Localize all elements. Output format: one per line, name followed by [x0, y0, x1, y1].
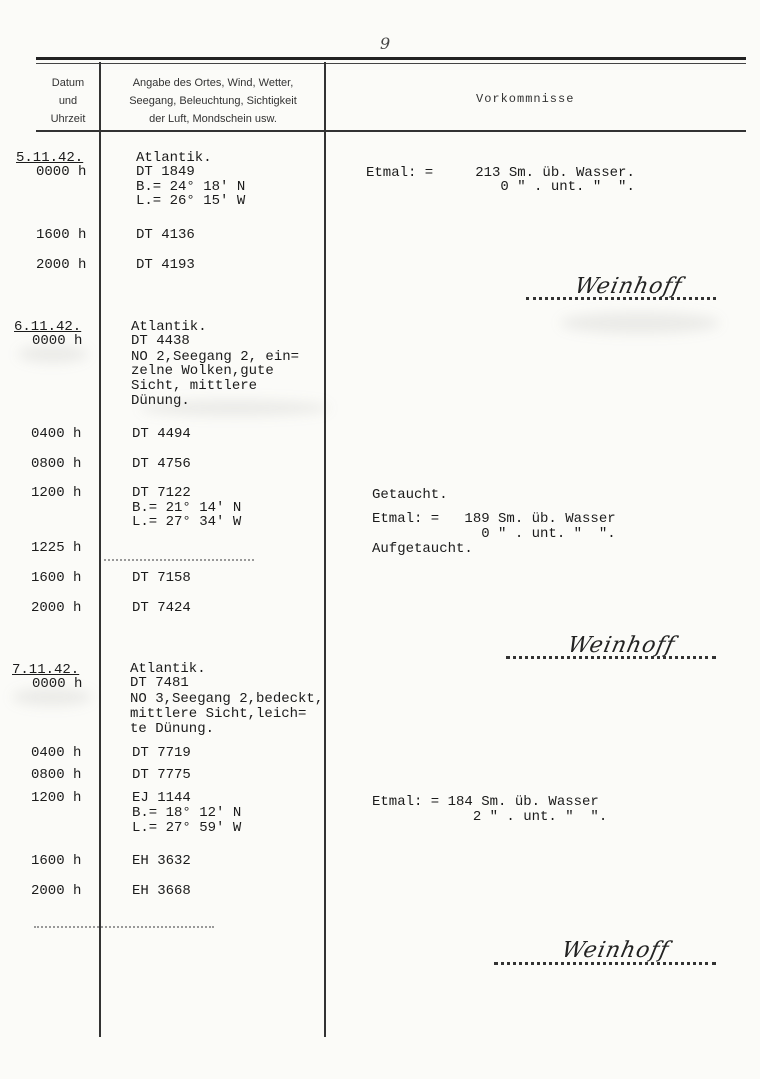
place-line: DT 4136	[136, 227, 195, 243]
time: 2000 h	[36, 257, 87, 273]
header-ort	[104, 74, 322, 128]
time: 1600 h	[31, 853, 82, 869]
header-ort-line: der Luft, Mondschein usw.	[149, 113, 277, 125]
header-datum-line: Datum	[51, 77, 85, 89]
event-line: Etmal: = 184 Sm. üb. Wasser	[372, 794, 599, 810]
header-ort-line: Angabe des Ortes, Wind, Wetter,	[132, 77, 294, 89]
place-line: DT 1849	[136, 164, 195, 180]
place-line: L.= 27° 34' W	[132, 514, 242, 530]
time: 1200 h	[31, 790, 82, 806]
top-rule-thin	[36, 63, 746, 64]
scan-smudge	[12, 688, 92, 706]
place-line: L.= 27° 59' W	[132, 820, 242, 836]
header-vorkommnisse: Vorkommnisse	[476, 92, 575, 106]
time: 0000 h	[32, 333, 83, 349]
signature: Weinhoff	[559, 938, 672, 963]
date-day1: 5.11.42.	[16, 150, 84, 166]
place-line: DT 7481	[130, 675, 189, 691]
place-line: DT 7424	[132, 600, 191, 616]
column-divider-2	[324, 62, 326, 1037]
place-line: L.= 26° 15' W	[136, 193, 246, 209]
event-line: Etmal: = 213 Sm. üb. Wasser.	[366, 165, 635, 181]
date-day3: 7.11.42.	[12, 662, 80, 678]
event-line: Etmal: = 189 Sm. üb. Wasser	[372, 511, 616, 527]
page-number: 9	[380, 34, 391, 53]
signature: Weinhoff	[565, 633, 678, 658]
place-line: Atlantik.	[131, 319, 207, 335]
time: 1600 h	[31, 570, 82, 586]
time: 0000 h	[36, 164, 87, 180]
event-line: Getaucht.	[372, 487, 448, 503]
column-divider-1	[99, 62, 101, 1037]
place-line: EH 3632	[132, 853, 191, 869]
place-line: DT 7775	[132, 767, 191, 783]
place-line: B.= 18° 12' N	[132, 805, 242, 821]
place-line: B.= 21° 14' N	[132, 500, 242, 516]
event-line: 0 " . unt. " ".	[366, 179, 635, 195]
event-line: Aufgetaucht.	[372, 541, 473, 557]
place-line: Sicht, mittlere	[131, 378, 258, 394]
place-line: DT 7122	[132, 485, 191, 501]
place-line: DT 4193	[136, 257, 195, 273]
time: 0000 h	[32, 676, 83, 692]
time: 2000 h	[31, 883, 82, 899]
place-line: EH 3668	[132, 883, 191, 899]
time: 0400 h	[31, 745, 82, 761]
scan-smudge	[18, 345, 88, 363]
place-line: zelne Wolken,gute	[131, 363, 274, 379]
place-line: mittlere Sicht,leich=	[130, 706, 307, 722]
event-line: 2 " . unt. " ".	[372, 809, 608, 825]
place-line: DT 7158	[132, 570, 191, 586]
place-line: Atlantik.	[136, 150, 212, 166]
place-line: NO 3,Seegang 2,bedeckt,	[130, 691, 324, 707]
header-ort-line: Seegang, Beleuchtung, Sichtigkeit	[129, 95, 297, 107]
place-line: EJ 1144	[132, 790, 191, 806]
top-rule	[36, 57, 746, 60]
time: 1600 h	[36, 227, 87, 243]
signature: Weinhoff	[572, 274, 685, 299]
place-line: te Dünung.	[130, 721, 215, 737]
scan-smudge	[140, 400, 330, 416]
header-datum-line: Uhrzeit	[50, 113, 86, 125]
place-line: Dünung.	[131, 393, 190, 409]
entry-separator	[104, 559, 254, 561]
time: 1200 h	[31, 485, 82, 501]
event-line: 0 " . unt. " ".	[372, 526, 616, 542]
date-day2: 6.11.42.	[14, 319, 82, 335]
entry-separator	[34, 926, 214, 928]
place-line: DT 4494	[132, 426, 191, 442]
time: 0400 h	[31, 426, 82, 442]
header-datum	[38, 74, 98, 128]
place-line: Atlantik.	[130, 661, 206, 677]
header-rule	[36, 130, 746, 132]
time: 0800 h	[31, 456, 82, 472]
time: 2000 h	[31, 600, 82, 616]
place-line: DT 4756	[132, 456, 191, 472]
place-line: DT 4438	[131, 333, 190, 349]
place-line: NO 2,Seegang 2, ein=	[131, 349, 300, 365]
place-line: DT 7719	[132, 745, 191, 761]
place-line: B.= 24° 18' N	[136, 179, 246, 195]
time: 1225 h	[31, 540, 82, 556]
scan-smudge	[560, 312, 720, 334]
header-datum-line: und	[58, 95, 78, 107]
time: 0800 h	[31, 767, 82, 783]
